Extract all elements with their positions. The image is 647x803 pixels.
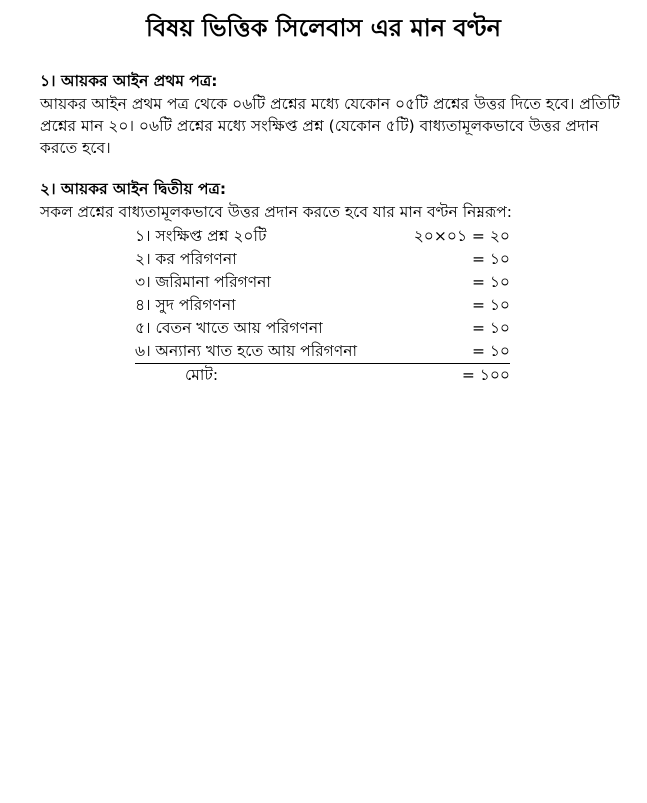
- marks-row-label: ২। কর পরিগণনা: [135, 250, 237, 268]
- marks-row-label: ১। সংক্ষিপ্ত প্রশ্ন ২০টি: [135, 227, 267, 245]
- marks-row-value: = ১০: [471, 319, 510, 337]
- section-income-tax-second-paper: [40, 179, 620, 387]
- marks-total-label: মোট:: [185, 366, 219, 384]
- marks-row-value: = ১০: [471, 273, 510, 291]
- marks-distribution-table: [135, 225, 510, 387]
- marks-row: [135, 225, 510, 248]
- marks-row-value: = ১০: [471, 342, 510, 360]
- marks-row-label: ৪। সুদ পরিগণনা: [135, 296, 236, 314]
- document-content: [0, 71, 647, 387]
- document-title: বিষয় ভিত্তিক সিলেবাস এর মান বণ্টন: [145, 14, 502, 42]
- marks-row-value: ২০×০১ = ২০: [413, 227, 510, 245]
- marks-total-value: = ১০০: [461, 366, 510, 384]
- marks-row: [135, 248, 510, 271]
- marks-row-label: ৬। অন্যান্য খাত হতে আয় পরিগণনা: [135, 342, 357, 360]
- marks-row: [135, 294, 510, 317]
- section-2-intro-text: সকল প্রশ্নের বাধ্যতামূলকভাবে উত্তর প্রদান করতে হবে যার মান বণ্টন নিম্নরূপ:: [40, 203, 513, 221]
- marks-row-value: = ১০: [471, 296, 510, 314]
- section-1-body-text: আয়কর আইন প্রথম পত্র থেকে ০৬টি প্রশ্নের মধ্যে যেকোন ০৫টি প্রশ্নের উত্তর দিতে হবে। প্রতিটি প্রশ্নের মান ২০। ০৬টি প্রশ্নের মধ্যে সংক্ষিপ্ত প্রশ্ন (যেকোন ৫টি) বাধ্যতামূলকভাবে উত্তর প্রদান করতে হবে।: [40, 95, 620, 157]
- section-2-heading: ২। আয়কর আইন দ্বিতীয় পত্র:: [40, 180, 227, 198]
- section-1-heading: ১। আয়কর আইন প্রথম পত্র:: [40, 72, 218, 90]
- marks-row-label: ৩। জরিমানা পরিগণনা: [135, 273, 271, 291]
- marks-row-value: = ১০: [471, 250, 510, 268]
- marks-row: [135, 317, 510, 340]
- section-income-tax-first-paper: [40, 71, 620, 159]
- marks-row: [135, 340, 510, 364]
- marks-row-label: ৫। বেতন খাতে আয় পরিগণনা: [135, 319, 323, 337]
- marks-total-row: [135, 364, 510, 387]
- marks-row: [135, 271, 510, 294]
